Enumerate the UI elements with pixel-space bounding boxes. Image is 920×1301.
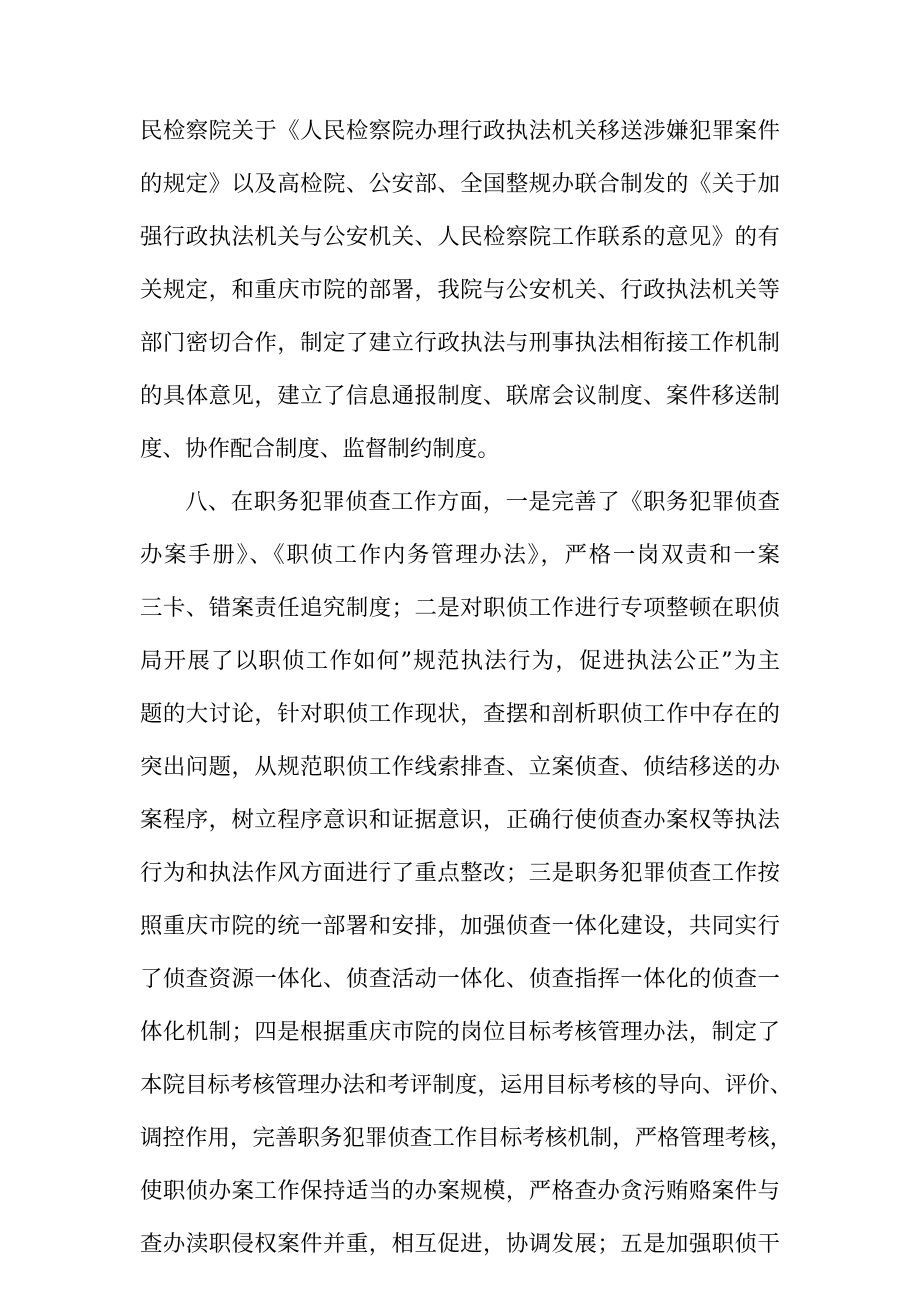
paragraph-2-line-12: 本院目标考核管理办法和考评制度，运用目标考核的导向、评价、	[140, 1072, 793, 1098]
paragraph-2-line-14: 使职侦办案工作保持适当的办案规模，严格查办贪污贿赂案件与	[140, 1178, 780, 1204]
paragraph-1-line-6: 的具体意见，建立了信息通报制度、联席会议制度、案件移送制	[140, 383, 780, 409]
paragraph-1-line-1: 民检察院关于《人民检察院办理行政执法机关移送涉嫌犯罪案件	[140, 118, 780, 144]
paragraph-2-line-4: 局开展了以职侦工作如何”规范执法行为，促进执法公正”为主	[140, 648, 780, 674]
paragraph-2-line-7: 案程序，树立程序意识和证据意识，正确行使侦查办案权等执法	[140, 807, 780, 833]
paragraph-1-line-2: 的规定》以及高检院、公安部、全国整规办联合制发的《关于加	[140, 171, 780, 197]
paragraph-1-line-4: 关规定，和重庆市院的部署，我院与公安机关、行政执法机关等	[140, 277, 780, 303]
paragraph-2-line-11: 体化机制；四是根据重庆市院的岗位目标考核管理办法，制定了	[140, 1019, 780, 1045]
paragraph-2-line-3: 三卡、错案责任追究制度；二是对职侦工作进行专项整顿在职侦	[140, 595, 780, 621]
paragraph-2-line-1: 八、在职务犯罪侦查工作方面，一是完善了《职务犯罪侦查	[185, 489, 780, 515]
paragraph-2-line-2: 办案手册》、《职侦工作内务管理办法》，严格一岗双责和一案	[140, 542, 780, 568]
paragraph-2-line-6: 突出问题，从规范职侦工作线索排查、立案侦查、侦结移送的办	[140, 754, 780, 780]
paragraph-2-line-10: 了侦查资源一体化、侦查活动一体化、侦查指挥一体化的侦查一	[140, 966, 780, 992]
paragraph-2-line-13: 调控作用，完善职务犯罪侦查工作目标考核机制，严格管理考核，	[140, 1125, 793, 1151]
paragraph-2-line-15: 查办渎职侵权案件并重，相互促进，协调发展；五是加强职侦干	[140, 1231, 780, 1257]
paragraph-2-line-5: 题的大讨论，针对职侦工作现状，查摆和剖析职侦工作中存在的	[140, 701, 780, 727]
paragraph-1-line-5: 部门密切合作，制定了建立行政执法与刑事执法相衔接工作机制	[140, 330, 780, 356]
paragraph-2-line-8: 行为和执法作风方面进行了重点整改；三是职务犯罪侦查工作按	[140, 860, 780, 886]
paragraph-2-line-9: 照重庆市院的统一部署和安排，加强侦查一体化建设，共同实行	[140, 913, 780, 939]
paragraph-1-line-7: 度、协作配合制度、监督制约制度。	[140, 436, 500, 462]
paragraph-1-line-3: 强行政执法机关与公安机关、人民检察院工作联系的意见》的有	[140, 224, 780, 250]
